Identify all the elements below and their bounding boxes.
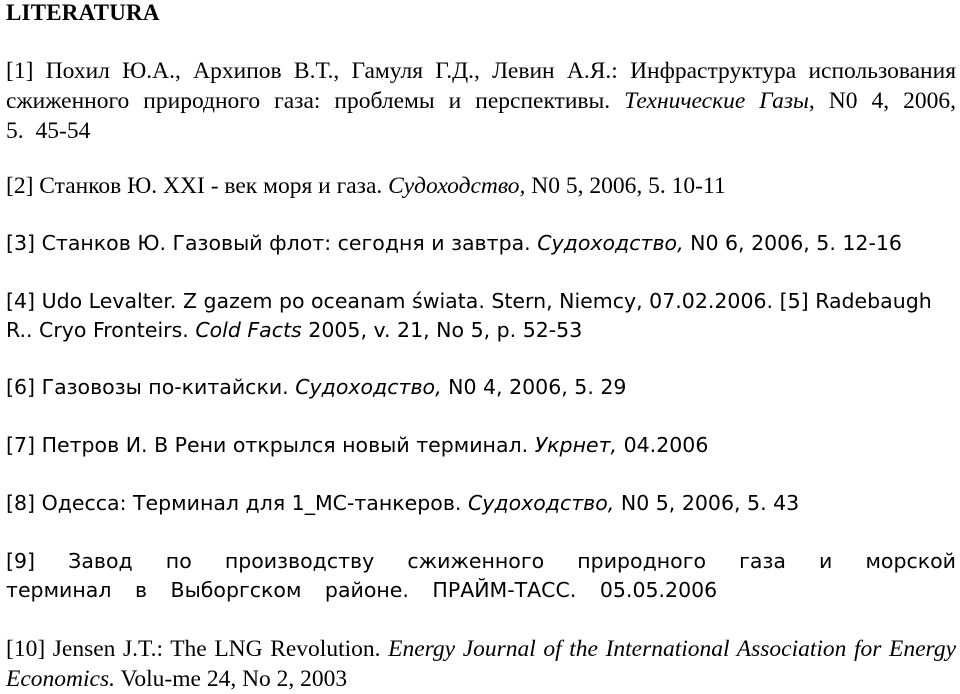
reference-text: Станков Ю. Газовый флот: сегодня и завтра. xyxy=(41,231,531,255)
reference-text-5: Radebaugh R.. Cryo Fronteirs. xyxy=(6,289,932,342)
reference-number: [1] xyxy=(6,58,34,84)
section-heading: LITERATURA xyxy=(6,0,160,25)
reference-number: [4] xyxy=(6,289,36,313)
reference-number: [6] xyxy=(6,375,36,399)
reference-item-6 xyxy=(6,373,956,402)
reference-item-9 xyxy=(6,547,956,605)
reference-journal: Судоходство, xyxy=(537,231,684,255)
reference-details: 04.2006 xyxy=(623,433,709,457)
reference-text: Газовозы по-китайски. xyxy=(41,375,289,399)
reference-text: Одесса: Терминал для 1_МС-танкеров. xyxy=(41,491,462,515)
reference-journal: Судоходство, xyxy=(388,173,526,199)
reference-details: Volu-me 24, No 2, 2003 xyxy=(120,666,348,692)
reference-journal-5: Cold Facts xyxy=(195,318,302,342)
reference-journal: Технические Газы, xyxy=(624,88,815,114)
reference-text: Петров И. В Рени открылся новый терминал. xyxy=(41,433,529,457)
reference-item-4 xyxy=(6,287,956,345)
reference-number: [10] xyxy=(6,636,46,662)
reference-title: Инфраструктура использования сжиженного природного газа: проблемы и перспективы. xyxy=(6,58,957,114)
reference-number: [2] xyxy=(6,173,34,199)
reference-journal: Судоходство, xyxy=(295,375,442,399)
reference-authors: Похил Ю.А., Архипов В.Т., Гамуля Г.Д., Левин А.Я.: xyxy=(45,58,618,84)
reference-details: N0 6, 2006, 5. 12-16 xyxy=(690,231,902,255)
reference-journal: Судоходство, xyxy=(467,491,615,515)
reference-item-1 xyxy=(6,56,956,146)
reference-number: [3] xyxy=(6,231,36,255)
reference-details: N0 4, 2006, 5. 29 xyxy=(448,375,627,399)
reference-details: N0 4, 2006, 5. 45-54 xyxy=(6,88,956,144)
reference-number: [8] xyxy=(6,491,36,515)
reference-item-3 xyxy=(6,229,956,258)
reference-journal: Energy Journal of the International Association for Energy Economics. xyxy=(6,636,956,692)
reference-text: Jensen J.T.: The LNG Revolution. xyxy=(52,636,381,662)
reference-details: N0 5, 2006, 5. 10-11 xyxy=(531,173,726,199)
reference-item-8 xyxy=(6,489,956,518)
reference-details-5: 2005, v. 21, No 5, p. 52-53 xyxy=(308,318,583,342)
reference-details: N0 5, 2006, 5. 43 xyxy=(620,491,800,515)
reference-item-7 xyxy=(6,431,956,460)
reference-number: [9] xyxy=(6,549,36,573)
reference-text: Станков Ю. XXI - век моря и газа. xyxy=(39,173,383,199)
reference-journal: Укрнет, xyxy=(534,433,618,457)
reference-number-5: [5] xyxy=(779,289,809,313)
reference-text: Udo Levalter. Z gazem po oceanam świata. Stern, Niemcy, 07.02.2006. xyxy=(41,289,774,313)
reference-item-2 xyxy=(6,171,956,201)
reference-item-10 xyxy=(6,634,956,694)
reference-text: Завод по производству сжиженного природного газа и морской терминал в Выборгском районе. ПРАЙМ-ТАСС. 05.05.2006 xyxy=(6,549,956,602)
reference-number: [7] xyxy=(6,433,36,457)
